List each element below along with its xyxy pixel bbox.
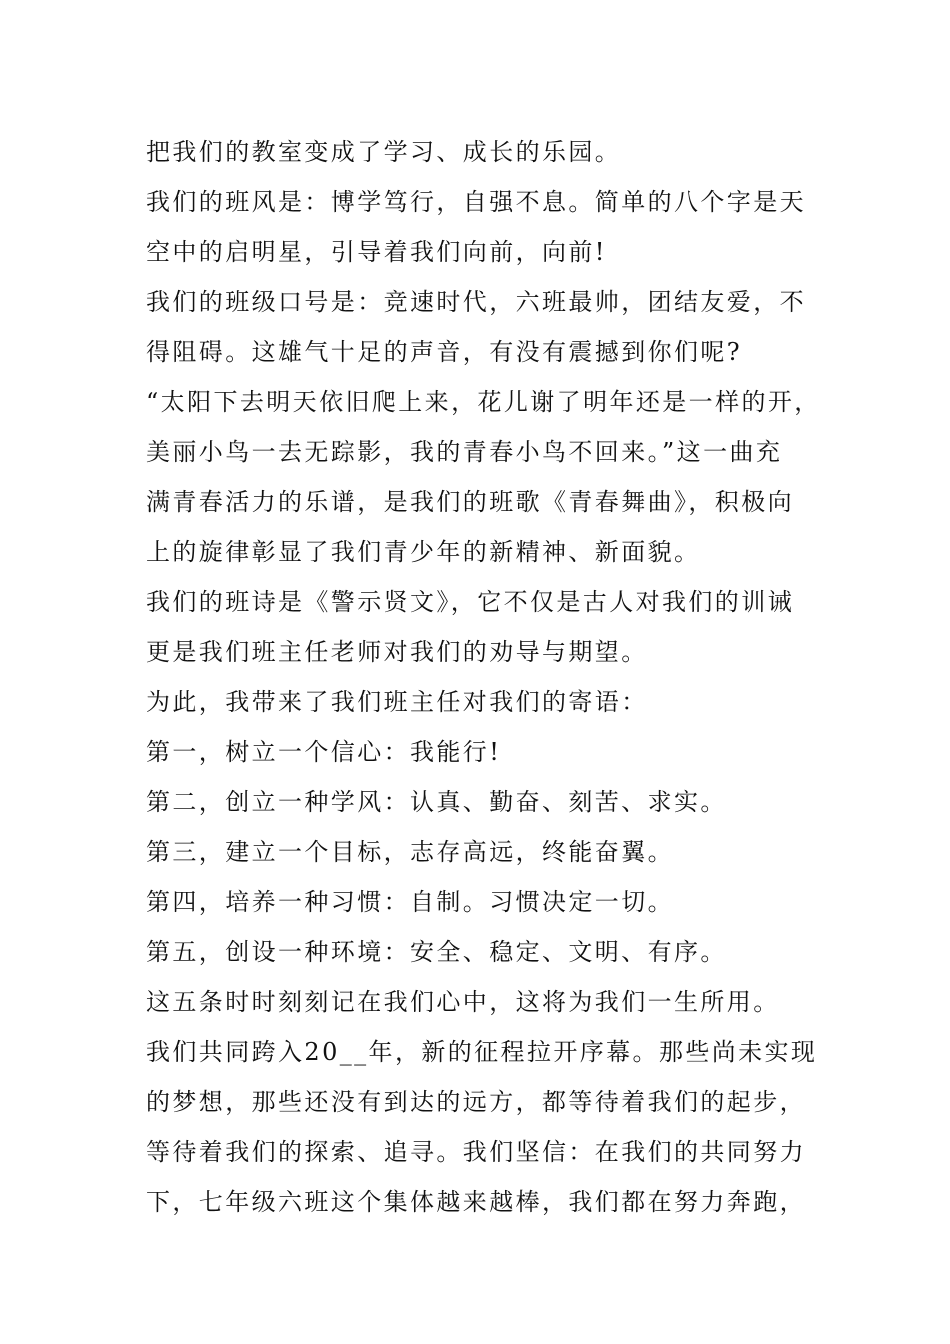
paragraph-line: 第三，建立一个目标，志存高远，终能奋翼。 xyxy=(146,838,674,866)
paragraph-line: 我们的班诗是《警示贤文》，它不仅是古人对我们的训诫 xyxy=(146,588,794,616)
paragraph-line: “太阳下去明天依旧爬上来，花儿谢了明年还是一样的开， xyxy=(146,388,821,416)
paragraph-line: 第五，创设一种环境：安全、稳定、文明、有序。 xyxy=(146,938,727,966)
paragraph-line: 我们的班风是：博学笃行，自强不息。简单的八个字是天 xyxy=(146,188,806,216)
paragraph-line: 为此，我带来了我们班主任对我们的寄语： xyxy=(146,688,648,716)
document-body xyxy=(146,127,836,1227)
paragraph-line: 上的旋律彰显了我们青少年的新精神、新面貌。 xyxy=(146,538,701,566)
paragraph-line: 第四，培养一种习惯：自制。习惯决定一切。 xyxy=(146,888,674,916)
paragraph-line: 满青春活力的乐谱，是我们的班歌《青春舞曲》，积极向 xyxy=(146,488,794,516)
paragraph-line: 得阻碍。这雄气十足的声音，有没有震撼到你们呢? xyxy=(146,338,743,366)
paragraph-line: 下，七年级六班这个集体越来越棒，我们都在努力奔跑， xyxy=(146,1188,806,1216)
paragraph-line: 把我们的教室变成了学习、成长的乐园。 xyxy=(146,138,622,166)
paragraph-line: 空中的启明星，引导着我们向前，向前! xyxy=(146,238,607,266)
paragraph-line: 这五条时时刻刻记在我们心中，这将为我们一生所用。 xyxy=(146,988,780,1016)
paragraph-line: 的梦想，那些还没有到达的远方，都等待着我们的起步， xyxy=(146,1088,806,1116)
paragraph-line: 等待着我们的探索、追寻。我们坚信：在我们的共同努力 xyxy=(146,1138,806,1166)
paragraph-line: 更是我们班主任老师对我们的劝导与期望。 xyxy=(146,638,648,666)
paragraph-line: 第二，创立一种学风：认真、勤奋、刻苦、求实。 xyxy=(146,788,727,816)
paragraph-line: 我们的班级口号是：竞速时代，六班最帅，团结友爱，不 xyxy=(146,288,806,316)
paragraph-line: 第一，树立一个信心：我能行! xyxy=(146,738,502,766)
paragraph-line: 我们共同跨入20__年，新的征程拉开序幕。那些尚未实现 xyxy=(146,1038,818,1066)
paragraph-line: 美丽小鸟一去无踪影，我的青春小鸟不回来。”这一曲充 xyxy=(146,438,783,466)
